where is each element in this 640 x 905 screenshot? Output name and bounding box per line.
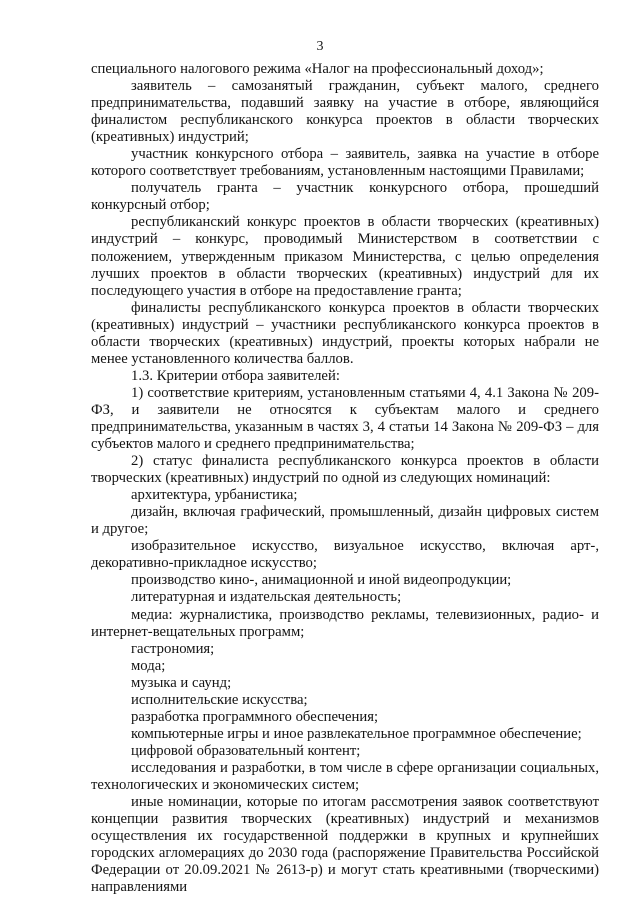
nomination-item: изобразительное искусство, визуальное искусство, включая арт-, декоративно-прикладное искусство; xyxy=(91,538,599,572)
section-heading-selection-criteria: 1.3. Критерии отбора заявителей: xyxy=(131,367,340,384)
nomination-item: исполнительские искусства; xyxy=(131,691,308,708)
page-number: 3 xyxy=(316,39,324,54)
nomination-item: медиа: журналистика, производство рекламы, телевизионных, радио- и интернет-вещательных программ; xyxy=(91,606,599,640)
nomination-item: производство кино-, анимационной и иной видеопродукции; xyxy=(131,572,512,589)
nomination-item-other: иные номинации, которые по итогам рассмотрения заявок соответствуют концепции развития творческих (креативных) индустрий и механизмов осуществления их государственной поддержки в крупных и крупнейших городских агломерациях до 2030 года (распоряжение Правительства Российской Федерации от 20.09.2021 № 2613-р) и могут стать креативными (творческими) направлениями xyxy=(91,794,599,896)
nomination-item: литературная и издательская деятельность; xyxy=(131,589,402,606)
nomination-item: музыка и саунд; xyxy=(131,674,232,691)
definition-republican-contest: республиканский конкурс проектов в области творческих (креативных) индустрий – конкурс, проводимый Министерством в соответствии с положением, утвержденным приказом Министерства, с целью определения лучших проектов в области творческих (креативных) индустрий для их последующего участия в отборе на предоставление гранта; xyxy=(91,214,599,299)
nomination-item: дизайн, включая графический, промышленный, дизайн цифровых систем и другое; xyxy=(91,504,599,538)
nomination-item: исследования и разработки, в том числе в сфере организации социальных, технологических и экономических систем; xyxy=(91,759,599,793)
nomination-item: компьютерные игры и иное развлекательное программное обеспечение; xyxy=(131,725,582,742)
nomination-item: цифровой образовательный контент; xyxy=(131,742,361,759)
nomination-item: разработка программного обеспечения; xyxy=(131,708,379,725)
paragraph-continuation: специального налогового режима «Налог на профессиональный доход»; xyxy=(91,61,544,77)
criterion-1: 1) соответствие критериям, установленным статьями 4, 4.1 Закона № 209-ФЗ, и заявители не относятся к субъектам малого и среднего предпринимательства, указанным в частях 3, 4 статьи 14 Закона № 209-ФЗ – для субъектов малого и среднего предпринимательства; xyxy=(91,384,599,453)
definition-selection-participant: участник конкурсного отбора – заявитель, заявка на участие в отборе которого соответствует требованиям, установленным настоящими Правилами; xyxy=(91,146,599,180)
criterion-2: 2) статус финалиста республиканского конкурса проектов в области творческих (креативных) индустрий по одной из следующих номинаций: xyxy=(91,453,599,487)
nomination-item: мода; xyxy=(131,657,166,674)
document-body xyxy=(91,61,599,896)
definition-applicant: заявитель – самозанятый гражданин, субъект малого, среднего предпринимательства, подавший заявку на участие в отборе, являющийся финалистом республиканского конкурса проектов в области творческих (креативных) индустрий; xyxy=(91,78,599,146)
nomination-item: гастрономия; xyxy=(131,640,215,657)
nomination-item: архитектура, урбанистика; xyxy=(131,487,298,504)
definition-grant-recipient: получатель гранта – участник конкурсного отбора, прошедший конкурсный отбор; xyxy=(91,180,599,214)
definition-contest-finalists: финалисты республиканского конкурса проектов в области творческих (креативных) индустрий – участники республиканского конкурса проектов в области творческих (креативных) индустрий, проекты которых набрали не менее установленного количества баллов. xyxy=(91,299,599,367)
